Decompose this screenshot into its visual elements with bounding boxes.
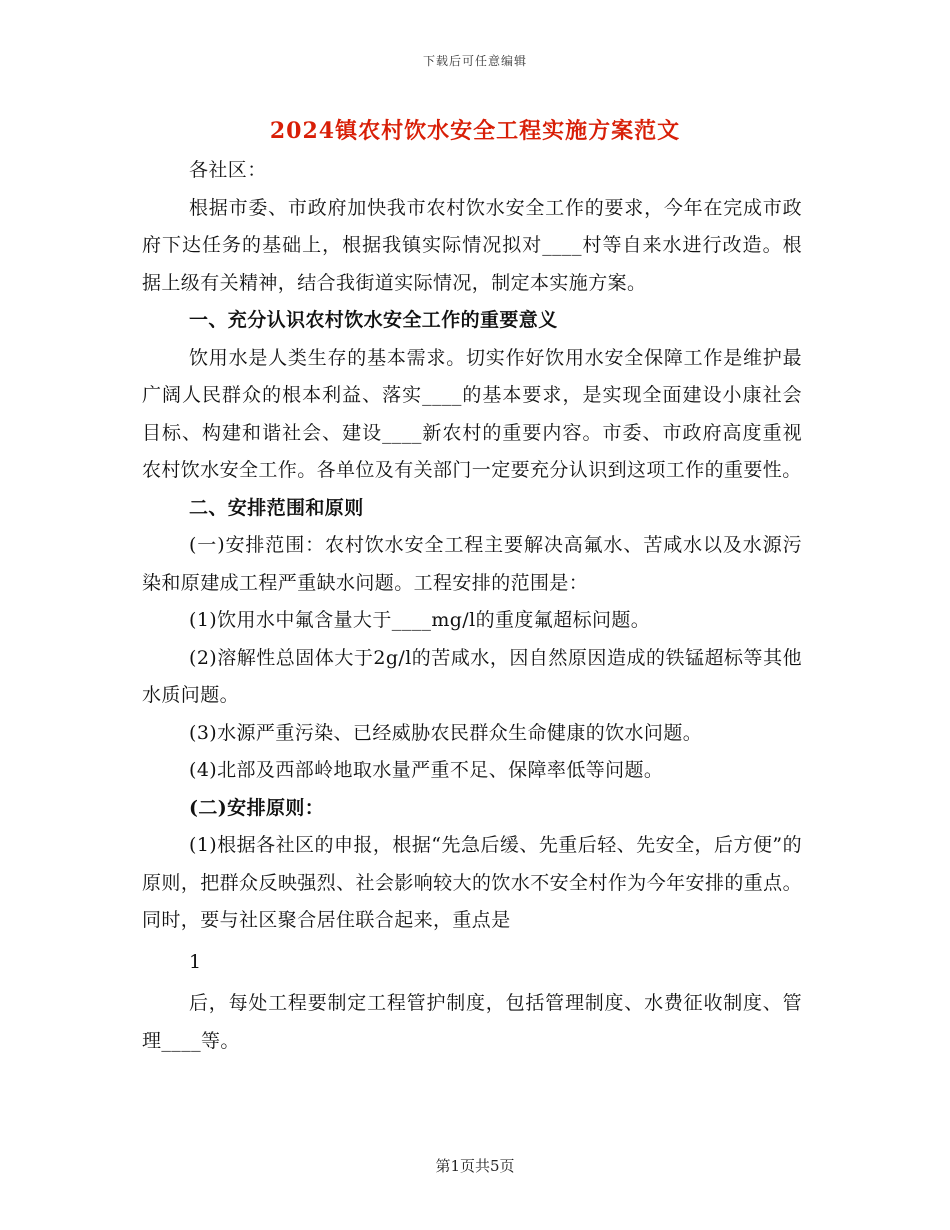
salutation: 各社区： <box>189 159 267 181</box>
document-body <box>142 152 802 1060</box>
scope-item-4: (4)北部及西部岭地取水量严重不足、保障率低等问题。 <box>189 759 664 781</box>
continuation-paragraph: 后，每处工程要制定工程管护制度，包括管理制度、水费征收制度、管理____等。 <box>142 992 802 1052</box>
scope-item-1: (1)饮用水中氟含量大于____mg/l的重度氟超标问题。 <box>189 609 651 631</box>
intro-paragraph: 根据市委、市政府加快我市农村饮水安全工作的要求，今年在完成市政府下达任务的基础上，根据我镇实际情况拟对____村等自来水进行改造。根据上级有关精神，结合我街道实际情况，制定本实施方案。 <box>142 196 802 294</box>
header-note: 下载后可任意编辑 <box>422 54 527 68</box>
document-title: 2024镇农村饮水安全工程实施方案范文 <box>269 118 681 144</box>
scope-paragraph: (一)安排范围：农村饮水安全工程主要解决高氟水、苦咸水以及水源污染和原建成工程严重缺水问题。工程安排的范围是： <box>142 534 802 594</box>
section-1-paragraph: 饮用水是人类生存的基本需求。切实作好饮用水安全保障工作是维护最广阔人民群众的根本利益、落实____的基本要求，是实现全面建设小康社会目标、构建和谐社会、建设____新农村的重要内容。市委、市政府高度重视农村饮水安全工作。各单位及有关部门一定要充分认识到这项工作的重要性。 <box>142 346 802 481</box>
scope-item-3: (3)水源严重污染、已经威胁农民群众生命健康的饮水问题。 <box>189 721 703 744</box>
scope-item-2: (2)溶解性总固体大于2g/l的苦咸水，因自然原因造成的铁锰超标等其他水质问题。 <box>142 646 802 706</box>
principles-heading: (二)安排原则： <box>189 796 325 819</box>
section-heading-1: 一、充分认识农村饮水安全工作的重要意义 <box>189 309 558 331</box>
inline-page-number: 1 <box>189 950 202 973</box>
principle-item-1: (1)根据各社区的申报，根据“先急后缓、先重后轻、先安全，后方便”的原则，把群众反映强烈、社会影响较大的饮水不安全村作为今年安排的重点。同时，要与社区聚合居住联合起来，重点是 <box>142 834 802 931</box>
section-heading-2: 二、安排范围和原则 <box>189 496 364 519</box>
page-footer: 第1页共5页 <box>435 1157 515 1175</box>
